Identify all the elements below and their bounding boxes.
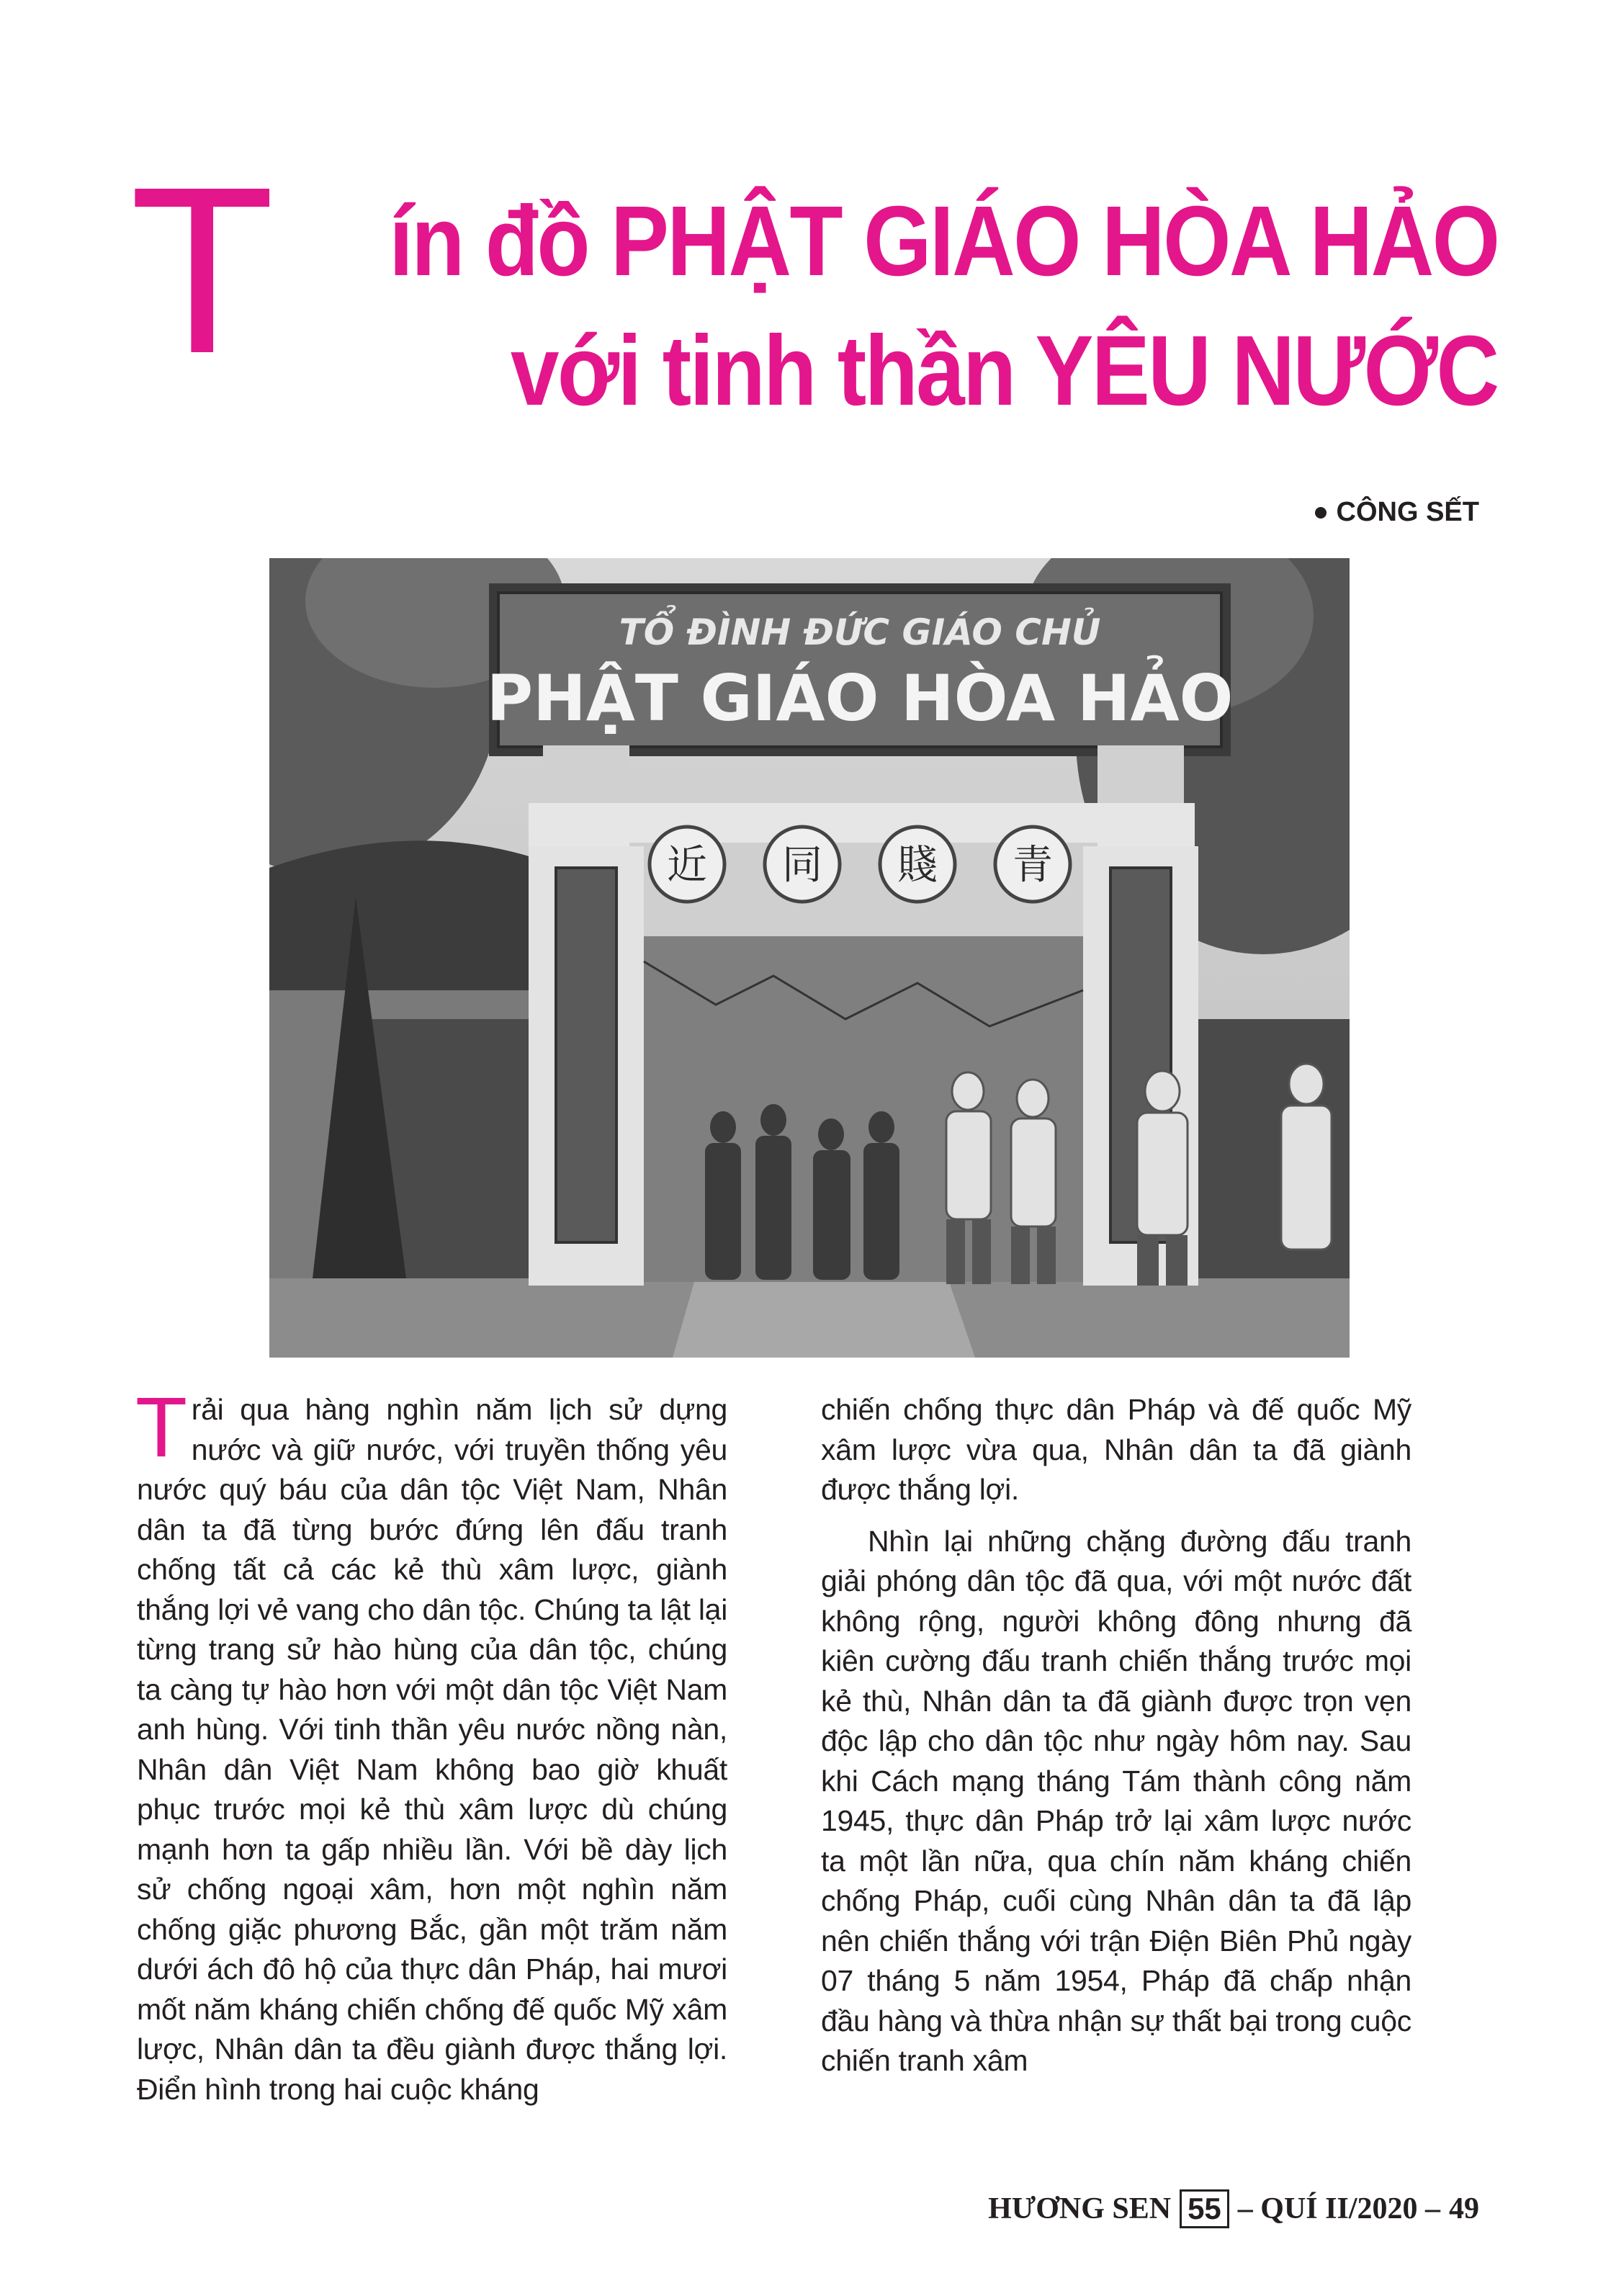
title-line-2: với tinh thần YÊU NƯỚC xyxy=(511,315,1498,426)
article-column-left xyxy=(135,1380,727,2109)
page-number: 49 xyxy=(1449,2192,1479,2225)
gate-photo xyxy=(269,558,1350,1358)
magazine-name: HƯƠNG SEN xyxy=(988,2192,1172,2225)
sign-top-text: TỔ ĐÌNH ĐỨC GIÁO CHỦ xyxy=(619,611,1101,653)
medallion-2: 同 xyxy=(782,842,822,889)
page-footer xyxy=(988,2189,1479,2228)
medallion-4: 青 xyxy=(1013,842,1053,889)
issue-period: – QUÍ II/2020 – xyxy=(1237,2192,1440,2225)
medallion-1: 近 xyxy=(667,842,707,889)
author-name: CÔNG SẾT xyxy=(1336,497,1479,527)
issue-number: 55 xyxy=(1180,2189,1229,2228)
sign-main-text: PHẬT GIÁO HÒA HẢO xyxy=(486,661,1234,735)
drop-cap: T xyxy=(135,1380,187,1475)
paragraph-1 xyxy=(135,1380,727,2109)
paragraph-1-continued: chiến chống thực dân Pháp và đế quốc Mỹ xâm lược vừa qua, Nhân dân ta đã giành được thắng lợi. xyxy=(821,1393,1411,1506)
bullet-icon xyxy=(1315,507,1327,519)
author-byline xyxy=(1315,497,1479,528)
title-initial: T xyxy=(130,137,275,403)
medallion-3: 賤 xyxy=(897,842,938,889)
article-title xyxy=(130,137,1498,447)
paragraph-2: Nhìn lại những chặng đường đấu tranh giải phóng dân tộc đã qua, với một nước đất không rộng, người không đông nhưng đã kiên cường đấu tranh chiến thắng trước mọi kẻ thù, Nhân dân ta đã giành được trọn vẹn độc lập cho dân tộc như ngày hôm nay. Sau khi Cách mạng tháng Tám thành công năm 1945, thực dân Pháp trở lại xâm lược nước ta một lần nữa, qua chín năm kháng chiến chống Pháp, cuối cùng Nhân dân ta đã lập nên chiến thắng với trận Điện Biên Phủ ngày 07 tháng 5 năm 1954, Pháp đã chấp nhận đầu hàng và thừa nhận sự thất bại trong cuộc chiến tranh xâm xyxy=(821,1524,1411,2077)
paragraph-1-text: rải qua hàng nghìn năm lịch sử dựng nước và giữ nước, với truyền thống yêu nước quý báu của dân tộc Việt Nam, Nhân dân ta đã từng bước đứng lên đấu tranh chống tất cả các kẻ thù xâm lược, giành thắng lợi vẻ vang cho dân tộc. Chúng ta lật lại từng trang sử hào hùng của dân tộc, chúng ta càng tự hào hơn với một dân tộc Việt Nam anh hùng. Với tinh thần yêu nước nồng nàn, Nhân dân Việt Nam không bao giờ khuất phục trước mọi kẻ thù xâm lược dù chúng mạnh hơn ta gấp nhiều lần. Với bề dày lịch sử chống ngoại xâm, hơn một nghìn năm chống giặc phương Bắc, gần một trăm năm dưới ách đô hộ của thực dân Pháp, hai mươi mốt năm kháng chiến chống đế quốc Mỹ xâm lược, Nhân dân ta đều giành được thắng lợi. Điển hình trong hai cuộc kháng xyxy=(137,1393,727,2106)
article-column-right xyxy=(821,1390,1411,2081)
title-line-1: ín đồ PHẬT GIÁO HÒA HẢO xyxy=(388,186,1498,297)
